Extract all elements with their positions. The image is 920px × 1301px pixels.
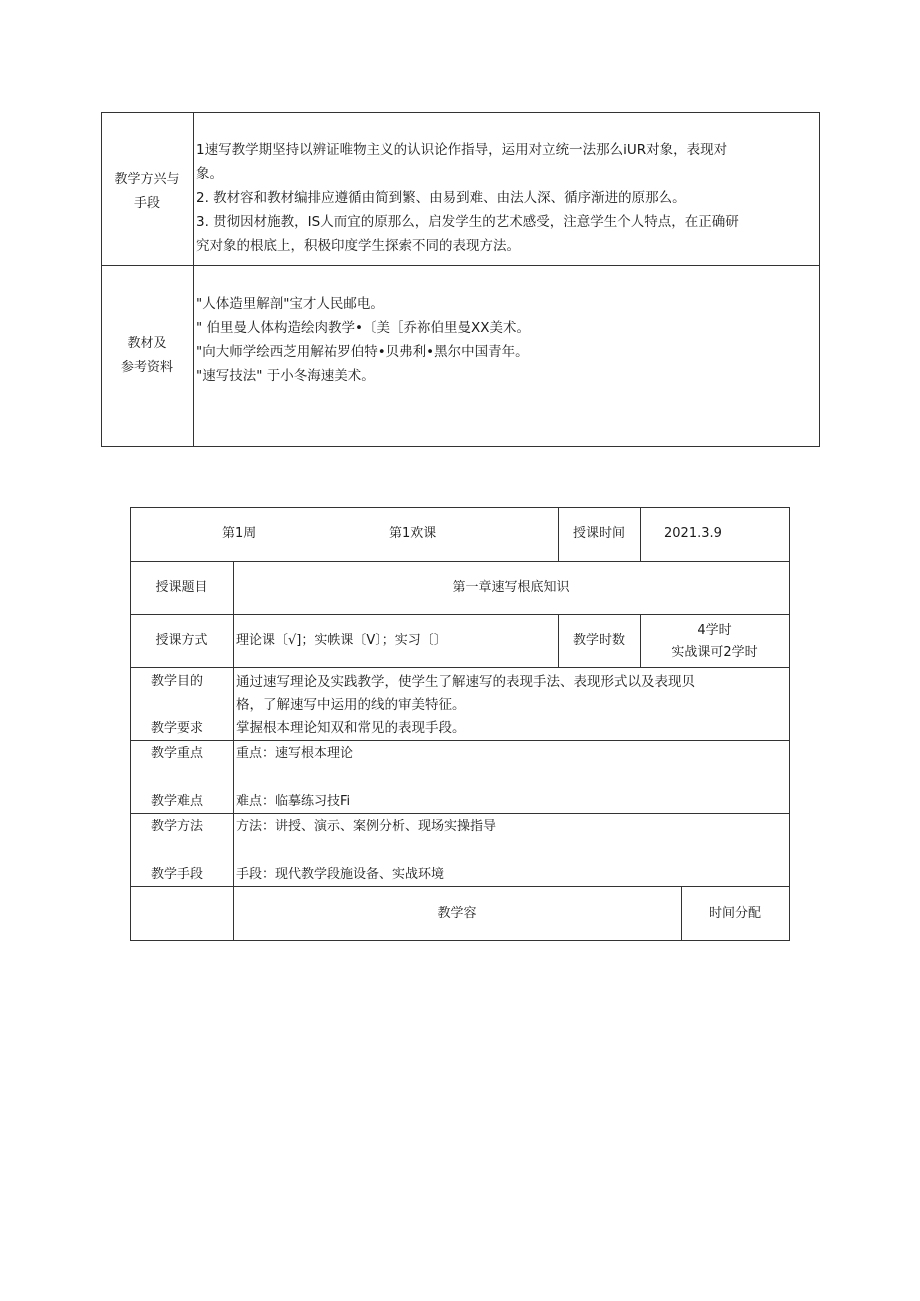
methods-line: 1速写教学期坚持以辨证唯物主义的认识论作指导，运用对立统一法那么iUR对象，表现对 — [196, 142, 728, 158]
goal-label: 教学目的 — [151, 674, 204, 689]
methods-line: 3. 贯彻因材施教，IS人而宜的原那么，启发学生的艺术感受，注意学生个人特点，在正确研 — [196, 214, 739, 230]
requirement-value: 掌握根本理论知双和常见的表现手段。 — [236, 720, 466, 736]
class-date: 2021.3.9 — [664, 526, 722, 541]
means-label: 教学手段 — [151, 867, 204, 882]
method-value: 方法：讲授、演示、案例分析、现场实操指导 — [236, 819, 497, 834]
lesson-number: 第1欢课 — [389, 526, 437, 541]
methods-line: 2. 教材容和教材编排应遵循由简到繁、由易到难、由法人深、循序渐进的原那么。 — [196, 190, 686, 206]
method-label: 教学方法 — [151, 819, 204, 834]
requirement-label: 教学要求 — [151, 721, 204, 736]
content-header: 教学容 — [437, 906, 477, 921]
methods-label: 教学方兴与 手段 — [114, 172, 180, 211]
means-value: 手段：现代教学段施设备、实战环境 — [236, 867, 445, 882]
reference-item: "人体造里解剖"宝才人民邮电。 — [196, 296, 384, 312]
methods-line: 究对象的根底上，积极印度学生探索不同的表现方法。 — [196, 238, 520, 254]
reference-item: " 伯里曼人体构造绘肉教学•〔美［乔祢伯里曼XX美术。 — [196, 320, 530, 336]
topic-label: 授课题目 — [155, 580, 208, 595]
difficulty-label: 教学难点 — [151, 794, 204, 809]
references-label: 教材及 参考资料 — [120, 336, 173, 375]
class-time-label: 授课时间 — [572, 526, 625, 541]
difficulty-value: 难点：临摹练习技Fi — [236, 794, 351, 809]
teaching-mode-value: 理论课〔√]；实帙课〔V〕；实习〔〕 — [236, 633, 447, 648]
teaching-mode-label: 授课方式 — [155, 633, 208, 648]
reference-item: "向大师学绘西芝用解祐罗伯特•贝弗利•黑尔中国青年。 — [196, 344, 529, 360]
key-point-label: 教学重点 — [151, 746, 204, 761]
topic-value: 第一章速写根底知识 — [452, 580, 570, 595]
references-content — [196, 292, 818, 388]
reference-item: "速写技法" 于小冬海速美术。 — [196, 368, 375, 384]
teaching-hours-label: 教学时数 — [572, 633, 625, 648]
methods-content — [196, 138, 818, 258]
key-point-value: 重点：速写根本理论 — [236, 746, 354, 761]
time-allocation-header: 时间分配 — [708, 906, 761, 921]
methods-line: 象。 — [196, 166, 223, 182]
teaching-hours-value: 4学时 实战课可2学时 — [671, 623, 758, 660]
goal-value: 通过速写理论及实践教学，使学生了解速写的表现手法、表现形式以及表现贝 格，了解速写中运用的线的审美特征。 掌握根本理论知双和常见的表现手段。 — [236, 671, 788, 740]
week-number: 第1周 — [222, 526, 257, 541]
